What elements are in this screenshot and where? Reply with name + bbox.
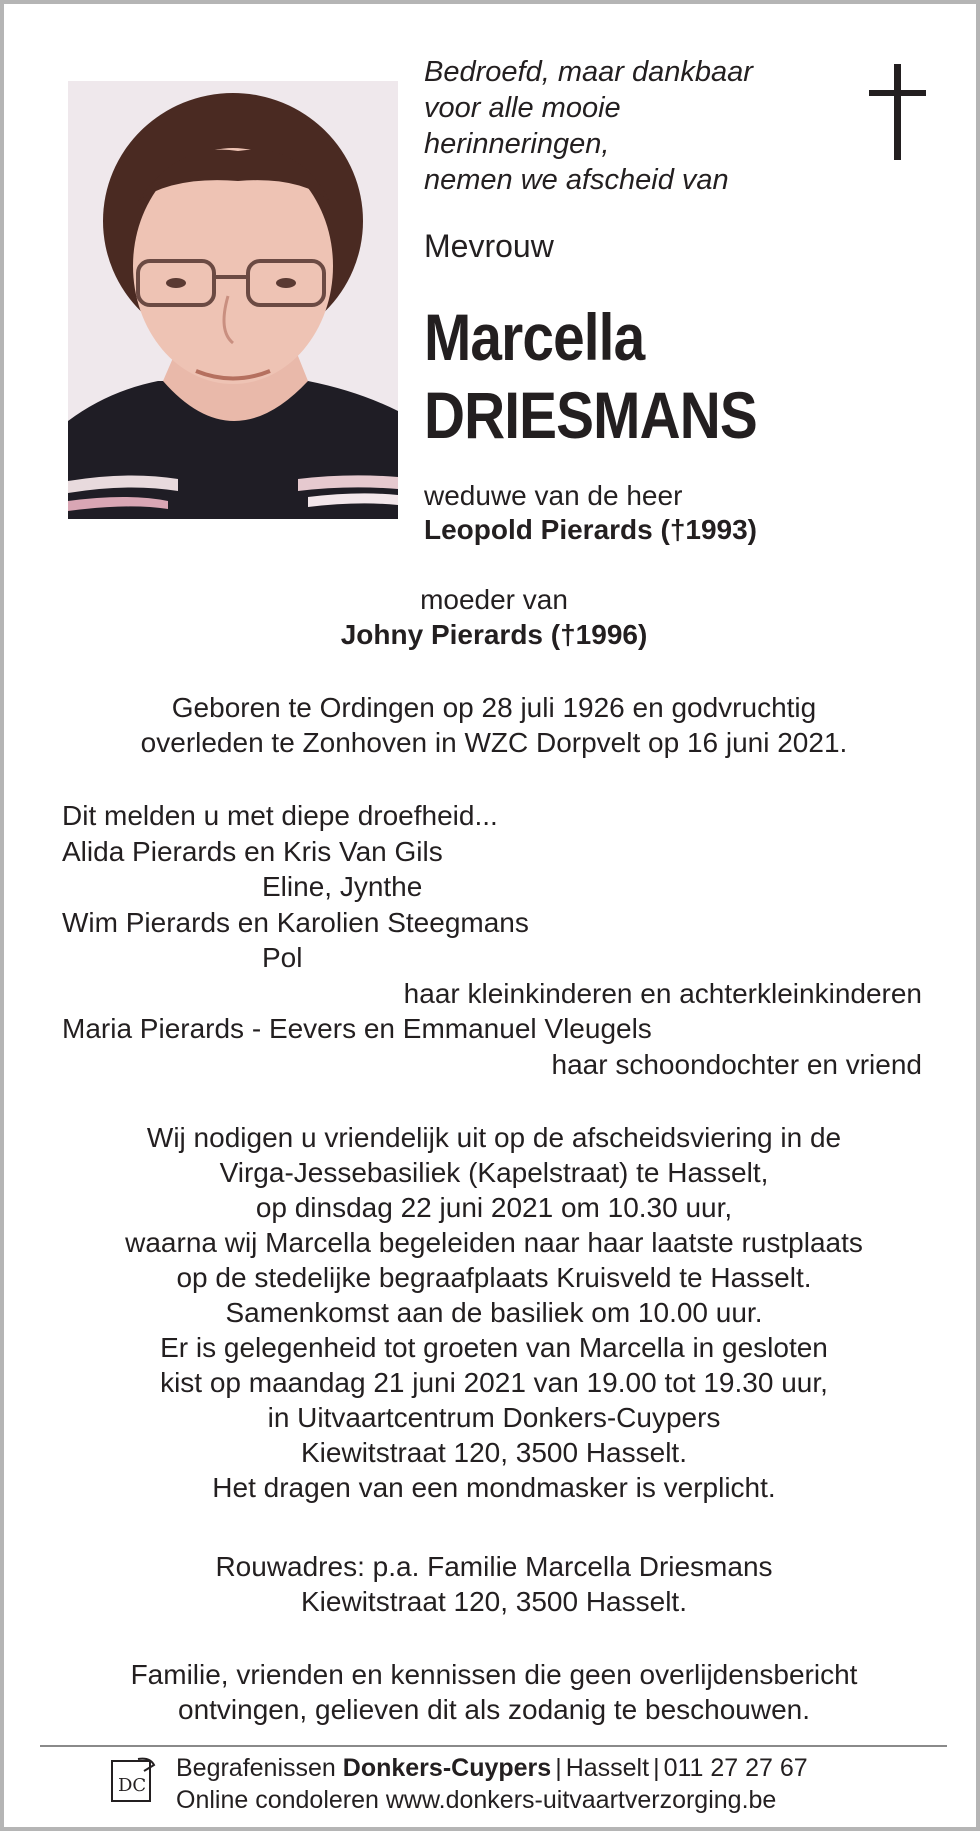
intro-line: voor alle mooie xyxy=(424,92,621,124)
family-line: Eline, Jynthe xyxy=(262,871,423,902)
first-name: Marcella xyxy=(424,300,645,374)
footer-divider xyxy=(40,1745,947,1747)
address-text xyxy=(44,1549,944,1619)
family-line: Maria Pierards - Eevers en Emmanuel Vleugels xyxy=(62,1013,652,1044)
closing-line: Familie, vrienden en kennissen die geen overlijdensbericht xyxy=(130,1659,858,1690)
footer-phone[interactable]: 011 27 27 67 xyxy=(663,1754,808,1782)
ceremony-line: op de stedelijke begraafplaats Kruisveld te Hasselt. xyxy=(176,1262,812,1293)
family-line: Alida Pierards en Kris Van Gils xyxy=(62,835,443,867)
portrait-illustration xyxy=(68,81,398,519)
ceremony-line: kist op maandag 21 juni 2021 van 19.00 tot 19.30 uur, xyxy=(160,1367,828,1398)
death-line: overleden te Zonhoven in WZC Dorpvelt op 16 juni 2021. xyxy=(140,727,848,758)
family-line: Wim Pierards en Karolien Steegmans xyxy=(62,906,529,938)
intro-line: Bedroefd, maar dankbaar xyxy=(424,56,753,88)
cross-icon xyxy=(868,64,928,169)
footer-prefix: Begrafenissen xyxy=(176,1754,336,1782)
widow-name: Leopold Pierards (†1993) xyxy=(424,514,758,545)
salutation: Mevrouw xyxy=(424,228,554,264)
address-line: Kiewitstraat 120, 3500 Hasselt. xyxy=(301,1586,687,1617)
ceremony-line: waarna wij Marcella begeleiden naar haar laatste rustplaats xyxy=(125,1227,863,1258)
ceremony-line: Er is gelegenheid tot groeten van Marcella in gesloten xyxy=(160,1332,828,1363)
mother-label: moeder van xyxy=(420,584,568,615)
footer-online-link[interactable]: Online condoleren www.donkers-uitvaartverzorging.be xyxy=(176,1786,777,1814)
last-name: DRIESMANS xyxy=(424,378,757,452)
birth-line: Geboren te Ordingen op 28 juli 1926 en godvruchtig xyxy=(171,692,817,723)
closing-text xyxy=(44,1657,944,1727)
birth-death-text xyxy=(44,690,944,760)
funeral-home-logo xyxy=(110,1757,156,1805)
footer-separator: | xyxy=(555,1754,562,1782)
ceremony-line: Wij nodigen u vriendelijk uit op de afscheidsviering in de xyxy=(146,1122,842,1153)
family-line: haar kleinkinderen en achterkleinkinderen xyxy=(403,977,922,1009)
ceremony-line: in Uitvaartcentrum Donkers-Cuypers xyxy=(267,1402,721,1433)
family-list xyxy=(62,798,922,1082)
footer-text xyxy=(176,1752,936,1816)
family-line: haar schoondochter en vriend xyxy=(551,1048,922,1080)
ceremony-line: Kiewitstraat 120, 3500 Hasselt. xyxy=(301,1437,687,1468)
deceased-name xyxy=(424,298,871,454)
footer-company-line xyxy=(176,1752,936,1784)
widow-label: weduwe van de heer xyxy=(424,480,683,511)
mother-name: Johny Pierards (†1996) xyxy=(340,619,648,650)
ceremony-line: Het dragen van een mondmasker is verplicht. xyxy=(212,1472,776,1503)
ceremony-line: op dinsdag 22 juni 2021 om 10.30 uur, xyxy=(255,1192,733,1223)
ceremony-line: Samenkomst aan de basiliek om 10.00 uur. xyxy=(225,1297,763,1328)
family-line: Pol xyxy=(262,942,303,973)
footer-city: Hasselt xyxy=(565,1754,650,1782)
ceremony-text xyxy=(44,1120,944,1505)
intro-line: nemen we afscheid van xyxy=(424,164,729,196)
svg-text:DC: DC xyxy=(118,1775,147,1796)
footer-separator: | xyxy=(653,1754,660,1782)
closing-line: ontvingen, gelieven dit als zodanig te beschouwen. xyxy=(178,1694,810,1725)
intro-line: herinneringen, xyxy=(424,128,610,160)
footer-company: Donkers-Cuypers xyxy=(342,1754,552,1782)
ceremony-line: Virga-Jessebasiliek (Kapelstraat) te Hasselt, xyxy=(219,1157,769,1188)
intro-text xyxy=(424,54,804,198)
address-line: Rouwadres: p.a. Familie Marcella Driesmans xyxy=(215,1551,773,1582)
family-intro: Dit melden u met diepe droefheid... xyxy=(62,800,498,831)
mother-section xyxy=(44,582,944,652)
portrait-photo xyxy=(68,81,398,519)
